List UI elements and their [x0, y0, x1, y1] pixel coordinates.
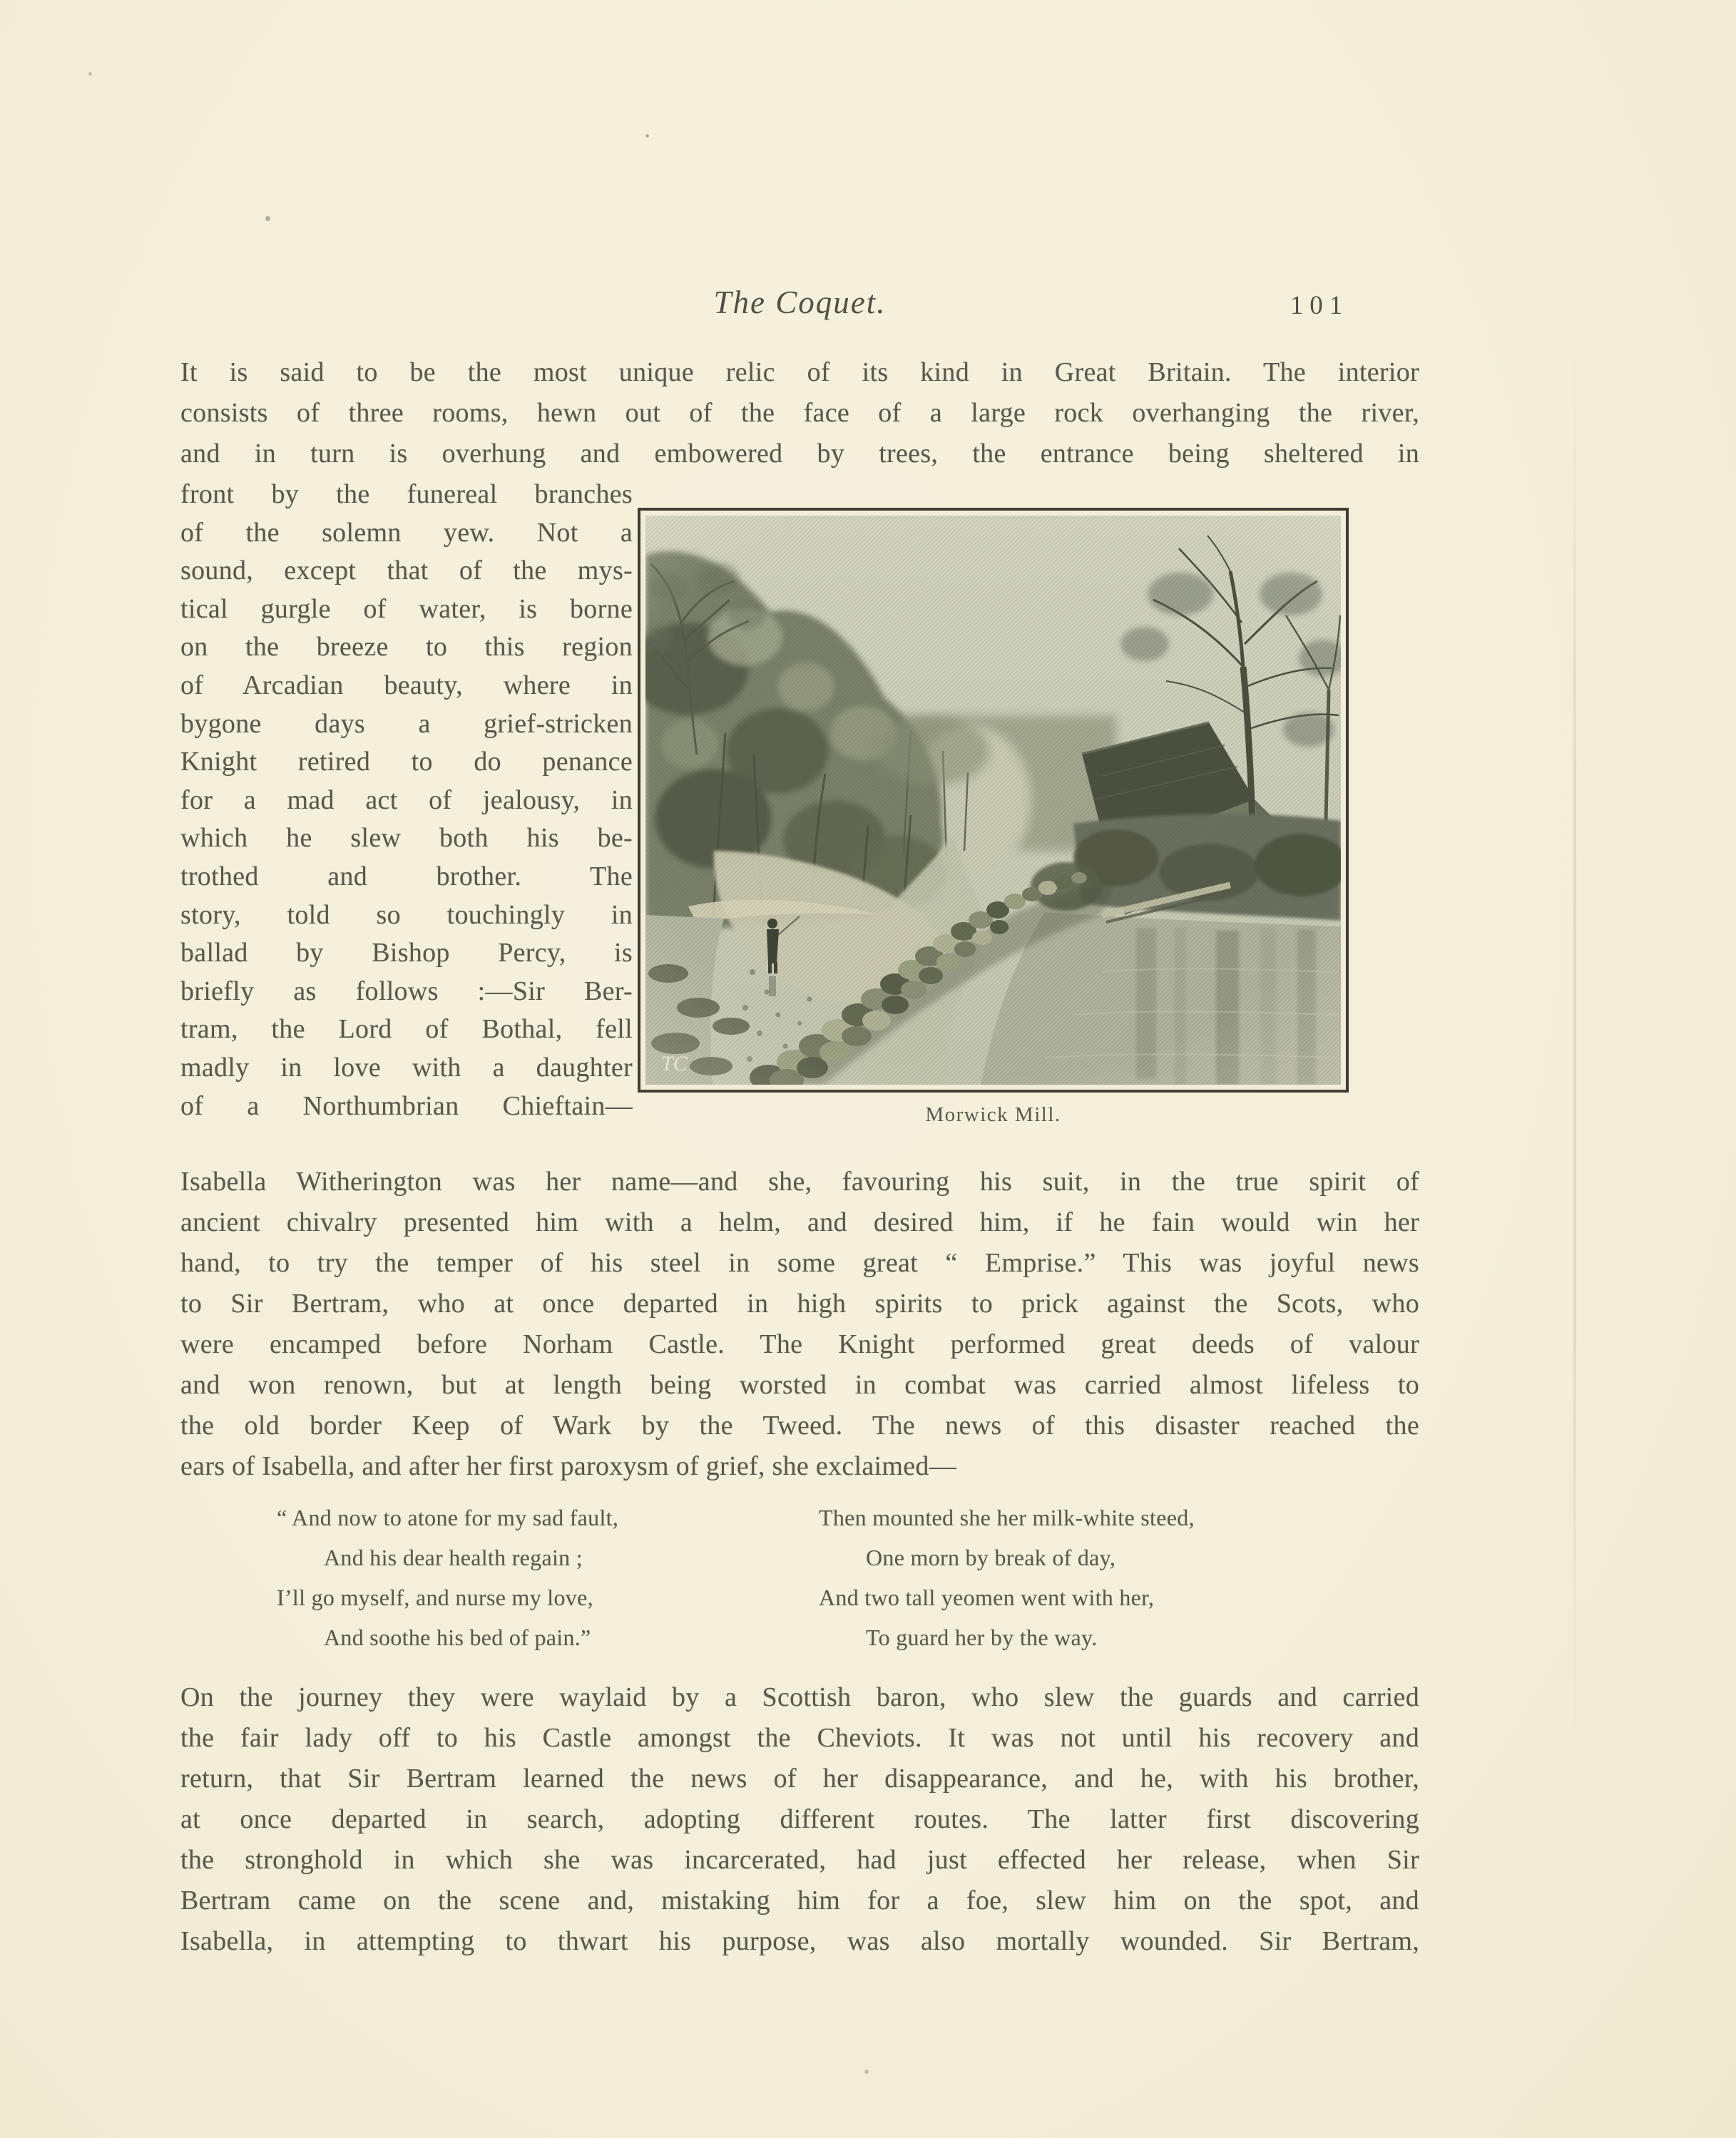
- text-line: bygone days a grief-stricken: [180, 708, 633, 739]
- text-line: madly in love with a daughter: [180, 1052, 633, 1083]
- text-line: were encamped before Norham Castle. The Knight performed great deeds of valour: [180, 1329, 1419, 1359]
- text-line: sound, except that of the mys-: [180, 556, 633, 586]
- text-line: consists of three rooms, hewn out of the face of a large rock overhanging the river,: [180, 398, 1419, 428]
- text-line: ancient chivalry presented him with a helm, and desired him, if he fain would win her: [180, 1207, 1419, 1237]
- text-line: “ And now to atone for my sad fault,: [277, 1505, 619, 1530]
- text-line: the fair lady off to his Castle amongst the Cheviots. It was not until his recovery and: [180, 1723, 1419, 1753]
- text-line: Bertram came on the scene and, mistaking him for a foe, slew him on the spot, and: [180, 1886, 1419, 1915]
- text-line: return, that Sir Bertram learned the news of her disappearance, and he, with his brother,: [180, 1764, 1419, 1794]
- text-line: It is said to be the most unique relic of its kind in Great Britain. The interior: [180, 357, 1419, 387]
- text-line: On the journey they were waylaid by a Scottish baron, who slew the guards and carried: [180, 1682, 1419, 1712]
- text-line: And soothe his bed of pain.”: [324, 1625, 591, 1650]
- text-line: story, told so touchingly in: [180, 899, 633, 930]
- text-line: which he slew both his be-: [180, 823, 633, 854]
- poem-stanza-left: [277, 1498, 769, 1657]
- text-line: of Arcadian beauty, where in: [180, 670, 633, 700]
- text-line: One morn by break of day,: [866, 1545, 1116, 1570]
- morwick-mill-photo: [645, 516, 1341, 1085]
- text-line: Knight retired to do penance: [180, 747, 633, 777]
- text-line: and in turn is overhung and embowered by trees, the entrance being sheltered in: [180, 439, 1419, 469]
- text-line: the old border Keep of Wark by the Tweed. The news of this disaster reached the: [180, 1411, 1419, 1441]
- figure-caption: Morwick Mill.: [925, 1103, 1061, 1126]
- text-line: of a Northumbrian Chieftain—: [180, 1090, 633, 1121]
- text-line: trothed and brother. The: [180, 861, 633, 891]
- page-title: The Coquet.: [713, 285, 887, 320]
- text-line: ears of Isabella, and after her first paroxysm of grief, she exclaimed—: [180, 1451, 957, 1481]
- page-number: 101: [1290, 291, 1349, 320]
- paragraph-ballad: [180, 1162, 1419, 1487]
- text-line: tram, the Lord of Bothal, fell: [180, 1014, 633, 1045]
- text-line: Then mounted she her milk-white steed,: [819, 1505, 1195, 1530]
- text-line: To guard her by the way.: [866, 1625, 1098, 1650]
- text-line: Isabella Witherington was her name—and she, favouring his suit, in the true spirit of: [180, 1167, 1419, 1197]
- text-line: front by the funereal branches: [180, 479, 633, 509]
- text-line: And two tall yeomen went with her,: [819, 1585, 1155, 1610]
- text-line: tical gurgle of water, is borne: [180, 593, 633, 624]
- text-line: hand, to try the temper of his steel in some great “ Emprise.” This was joyful news: [180, 1248, 1419, 1278]
- text-line: and won renown, but at length being worsted in combat was carried almost lifeless to: [180, 1370, 1419, 1400]
- text-line: at once departed in search, adopting different routes. The latter first discovering: [180, 1804, 1419, 1834]
- text-line: And his dear health regain ;: [324, 1545, 583, 1570]
- text-line: the stronghold in which she was incarcerated, had just effected her release, when Sir: [180, 1845, 1419, 1875]
- text-line: Isabella, in attempting to thwart his purpose, was also mortally wounded. Sir Bertram,: [180, 1926, 1419, 1956]
- text-line: of the solemn yew. Not a: [180, 517, 633, 548]
- paragraph-journey: [180, 1677, 1419, 1962]
- paper-speck: [864, 2070, 869, 2074]
- text-line: briefly as follows :—Sir Ber-: [180, 976, 633, 1006]
- paragraph-opening: [180, 352, 1419, 474]
- morwick-mill-figure: [638, 508, 1349, 1093]
- text-line: ballad by Bishop Percy, is: [180, 938, 633, 968]
- paper-speck: [88, 72, 92, 76]
- page-crease: [1573, 342, 1576, 1754]
- text-line: for a mad act of jealousy, in: [180, 784, 633, 815]
- text-line: I’ll go myself, and nurse my love,: [277, 1585, 593, 1610]
- photographer-monogram-icon: TC: [661, 1052, 688, 1075]
- poem-stanza-right: [819, 1498, 1325, 1657]
- text-line: to Sir Bertram, who at once departed in high spirits to prick against the Scots, who: [180, 1289, 1419, 1319]
- text-wrap-column: [180, 476, 633, 1125]
- paper-speck: [645, 134, 649, 138]
- text-line: on the breeze to this region: [180, 632, 633, 663]
- paper-speck: [265, 216, 270, 221]
